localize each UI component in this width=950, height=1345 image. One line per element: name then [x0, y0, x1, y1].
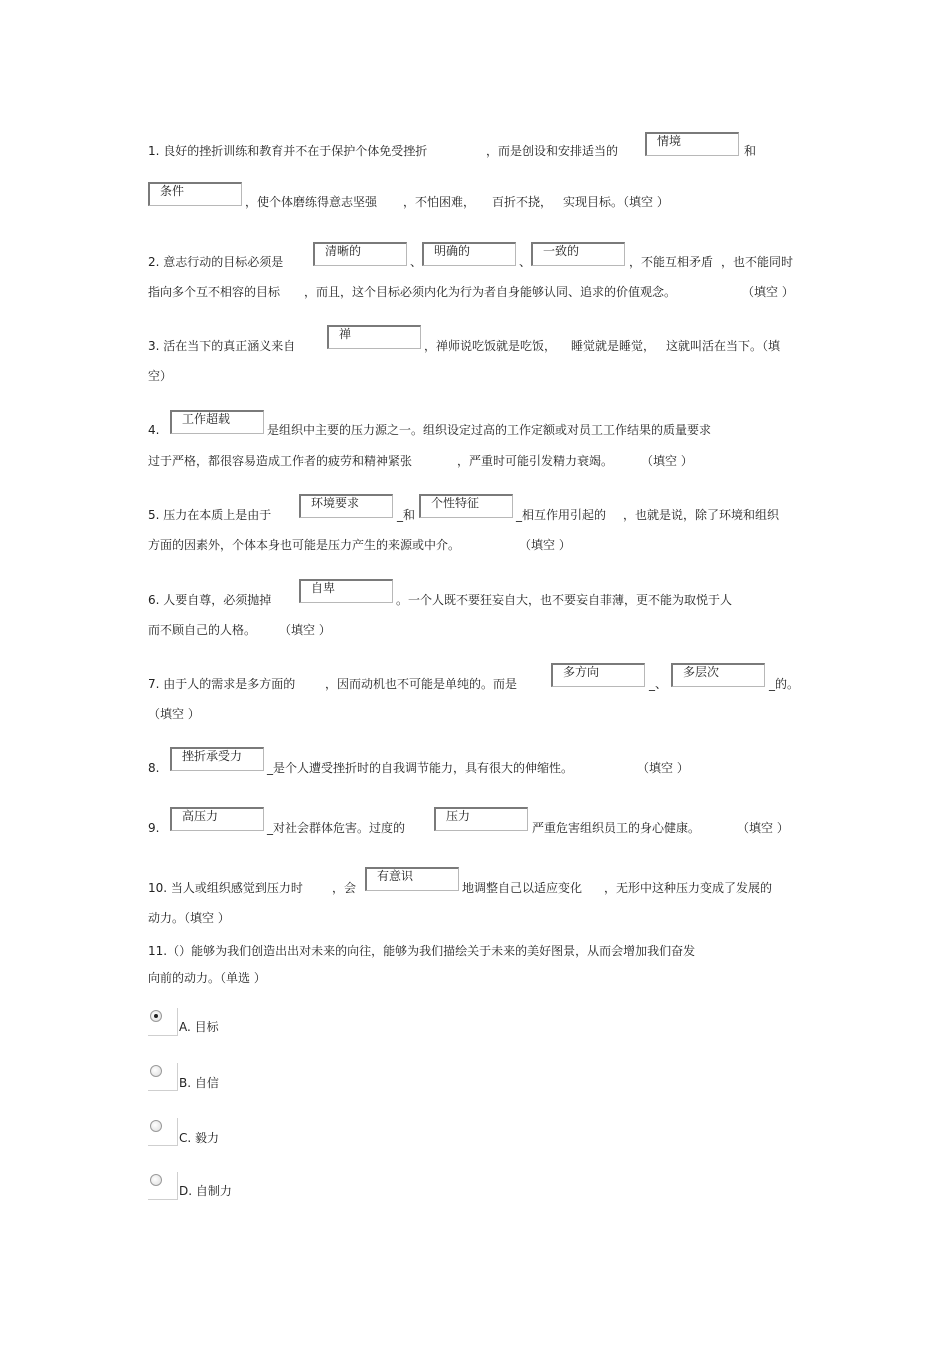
q11-text-b: 向前的动力。（单选 ）: [148, 971, 266, 985]
q5-text-d: ，也就是说，除了环境和组织: [623, 508, 780, 522]
q5-text-b: _和: [397, 508, 416, 522]
q5-text-c: _相互作用引起的: [516, 508, 607, 522]
q4-number: 4.: [148, 423, 160, 437]
q1-text-b: ，而是创设和安排适当的: [486, 144, 619, 158]
q8-text-a: _是个人遭受挫折时的自我调节能力，具有很大的伸缩性。: [267, 761, 574, 775]
q8-number: 8.: [148, 761, 160, 775]
q7-answer-field-1[interactable]: 多方向: [551, 663, 645, 687]
q10-text-d: ，无形中这种压力变成了发展的: [604, 881, 773, 895]
q8-text-b: （填空 ）: [637, 761, 689, 775]
q3-text-d: 这就叫活在当下。（填: [666, 339, 781, 353]
q3-answer-field-1[interactable]: 禅: [327, 325, 421, 349]
q6-text-b: 。一个人既不要狂妄自大，也不要妄自菲薄，更不能为取悦于人: [396, 593, 733, 607]
q10-text-a: 10. 当人或组织感觉到压力时: [148, 881, 303, 895]
q9-text-c: （填空 ）: [737, 821, 789, 835]
q2-text-e: ，而且，这个目标必须内化为行为者自身能够认同、追求的价值观念。: [304, 285, 677, 299]
q2-text-d: 指向多个互不相容的目标: [148, 285, 281, 299]
q6-text-a: 6. 人要自尊，必须抛掉: [148, 593, 272, 607]
q10-text-b: ，会: [332, 881, 357, 895]
q8-answer-field-1[interactable]: 挫折承受力: [170, 747, 264, 771]
q7-text-d: （填空 ）: [148, 707, 200, 721]
q1-text-f: 百折不挠，: [492, 195, 553, 209]
option-b-radio[interactable]: [148, 1063, 178, 1091]
q7-sep: _、: [649, 677, 668, 691]
option-c-label: C. 毅力: [179, 1131, 220, 1145]
q7-text-b: ，因而动机也不可能是单纯的。而是: [325, 677, 518, 691]
q6-text-c: 而不顾自己的人格。: [148, 623, 257, 637]
q6-answer-field-1[interactable]: 自卑: [299, 579, 393, 603]
q1-text-d: ，使个体磨练得意志坚强: [245, 195, 378, 209]
q9-number: 9.: [148, 821, 160, 835]
q2-text-f: （填空 ）: [742, 285, 794, 299]
q1-text-g: 实现目标。（填空 ）: [563, 195, 669, 209]
q1-text-e: ，不怕困难，: [403, 195, 476, 209]
q4-text-b: 过于严格，都很容易造成工作者的疲劳和精神紧张: [148, 454, 413, 468]
q5-answer-field-1[interactable]: 环境要求: [299, 494, 393, 518]
q4-text-a: 是组织中主要的压力源之一。组织设定过高的工作定额或对员工工作结果的质量要求: [267, 423, 712, 437]
q5-answer-field-2[interactable]: 个性特征: [419, 494, 513, 518]
q6-text-d: （填空 ）: [279, 623, 331, 637]
option-a-label: A. 目标: [179, 1020, 219, 1034]
q5-text-f: （填空 ）: [519, 538, 571, 552]
q5-text-e: 方面的因素外，个体本身也可能是压力产生的来源或中介。: [148, 538, 461, 552]
q4-text-d: （填空 ）: [641, 454, 693, 468]
q10-answer-field-1[interactable]: 有意识: [365, 867, 459, 891]
q9-answer-field-2[interactable]: 压力: [434, 807, 528, 831]
q2-sep-2: 、: [519, 255, 532, 269]
q2-answer-field-1[interactable]: 清晰的: [313, 242, 407, 266]
option-c-radio[interactable]: [148, 1118, 178, 1146]
option-d-label: D. 自制力: [179, 1184, 232, 1198]
q7-text-c: _的。: [769, 677, 800, 691]
q3-text-e: 空）: [148, 369, 173, 383]
q1-text-a: 1. 良好的挫折训练和教育并不在于保护个体免受挫折: [148, 144, 428, 158]
q2-text-a: 2. 意志行动的目标必须是: [148, 255, 284, 269]
q1-answer-field-2[interactable]: 条件: [148, 182, 242, 206]
option-d-radio[interactable]: [148, 1172, 178, 1200]
q2-text-c: ，也不能同时: [721, 255, 794, 269]
option-a-radio[interactable]: [148, 1008, 178, 1036]
q10-text-e: 动力。（填空 ）: [148, 911, 230, 925]
q2-answer-field-2[interactable]: 明确的: [422, 242, 516, 266]
q9-text-b: 严重危害组织员工的身心健康。: [532, 821, 701, 835]
q7-text-a: 7. 由于人的需求是多方面的: [148, 677, 296, 691]
q2-answer-field-3[interactable]: 一致的: [531, 242, 625, 266]
q1-text-c: 和: [744, 144, 757, 158]
option-b-label: B. 自信: [179, 1076, 219, 1090]
q4-answer-field-1[interactable]: 工作超载: [170, 410, 264, 434]
q1-answer-field-1[interactable]: 情境: [645, 132, 739, 156]
q7-answer-field-2[interactable]: 多层次: [671, 663, 765, 687]
q9-text-a: _对社会群体危害。过度的: [267, 821, 406, 835]
q3-text-b: ，禅师说吃饭就是吃饭，: [424, 339, 557, 353]
q9-answer-field-1[interactable]: 高压力: [170, 807, 264, 831]
q3-text-c: 睡觉就是睡觉，: [571, 339, 656, 353]
q11-text-a: 11.（）能够为我们创造出出对未来的向往，能够为我们描绘关于未来的美好图景，从而会增加我们奋发: [148, 944, 696, 958]
radio-selected-dot: [154, 1014, 158, 1018]
q2-sep-1: 、: [410, 255, 423, 269]
q3-text-a: 3. 活在当下的真正涵义来自: [148, 339, 296, 353]
q5-text-a: 5. 压力在本质上是由于: [148, 508, 272, 522]
q4-text-c: ，严重时可能引发精力衰竭。: [457, 454, 614, 468]
q10-text-c: 地调整自己以适应变化: [462, 881, 583, 895]
q2-text-b: ，不能互相矛盾: [629, 255, 714, 269]
